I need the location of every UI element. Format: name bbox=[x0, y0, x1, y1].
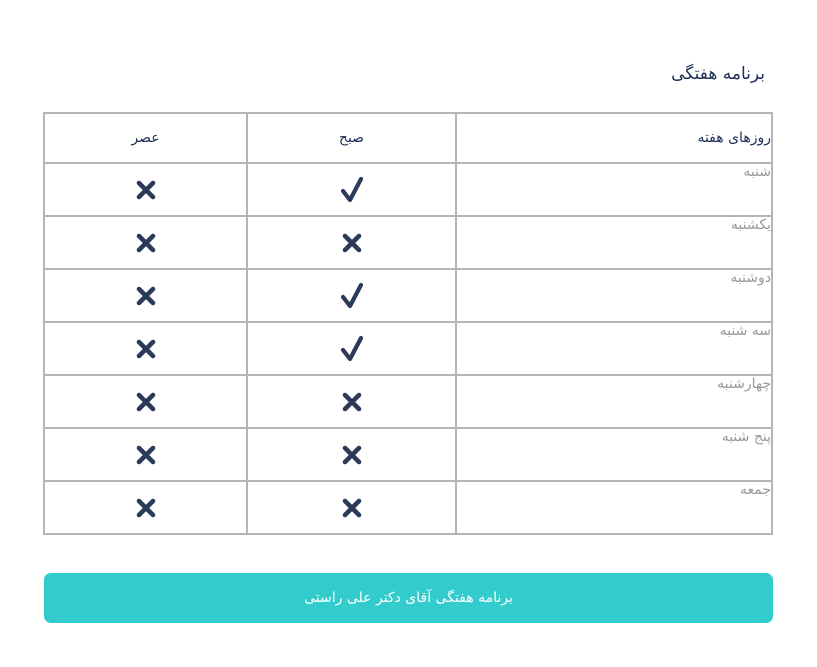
cross-icon bbox=[341, 497, 363, 516]
morning-cell bbox=[247, 269, 456, 322]
day-name: سه شنبه bbox=[456, 322, 772, 375]
page-title: برنامه هفتگی bbox=[671, 64, 765, 84]
table-row bbox=[44, 163, 772, 216]
day-name: یکشنبه bbox=[456, 216, 772, 269]
afternoon-cell bbox=[44, 163, 247, 216]
day-name: پنج شنبه bbox=[456, 428, 772, 481]
afternoon-cell bbox=[44, 375, 247, 428]
cross-icon bbox=[135, 232, 157, 251]
cross-icon bbox=[341, 232, 363, 251]
cross-icon bbox=[135, 338, 157, 357]
day-name: جمعه bbox=[456, 481, 772, 534]
doctor-schedule-button[interactable]: برنامه هفتگی آقای دکتر علی راستی bbox=[44, 573, 773, 623]
afternoon-cell bbox=[44, 269, 247, 322]
morning-cell bbox=[247, 322, 456, 375]
day-name: چهارشنبه bbox=[456, 375, 772, 428]
afternoon-cell bbox=[44, 322, 247, 375]
morning-cell bbox=[247, 375, 456, 428]
table-row bbox=[44, 269, 772, 322]
header-days: روزهای هفته bbox=[456, 113, 772, 163]
cross-icon bbox=[135, 444, 157, 463]
table-row bbox=[44, 216, 772, 269]
day-name: شنبه bbox=[456, 163, 772, 216]
cross-icon bbox=[135, 179, 157, 198]
table-header-row bbox=[44, 113, 772, 163]
cross-icon bbox=[135, 391, 157, 410]
morning-cell bbox=[247, 481, 456, 534]
cross-icon bbox=[135, 285, 157, 304]
afternoon-cell bbox=[44, 481, 247, 534]
header-morning: صبح bbox=[247, 113, 456, 163]
table-row bbox=[44, 428, 772, 481]
weekly-schedule-table bbox=[43, 112, 773, 535]
day-name: دوشنبه bbox=[456, 269, 772, 322]
morning-cell bbox=[247, 163, 456, 216]
morning-cell bbox=[247, 216, 456, 269]
cross-icon bbox=[341, 444, 363, 463]
afternoon-cell bbox=[44, 428, 247, 481]
cross-icon bbox=[135, 497, 157, 516]
table-row bbox=[44, 375, 772, 428]
check-icon bbox=[340, 285, 364, 304]
morning-cell bbox=[247, 428, 456, 481]
table-row bbox=[44, 322, 772, 375]
table-row bbox=[44, 481, 772, 534]
afternoon-cell bbox=[44, 216, 247, 269]
check-icon bbox=[340, 338, 364, 357]
cross-icon bbox=[341, 391, 363, 410]
header-afternoon: عصر bbox=[44, 113, 247, 163]
check-icon bbox=[340, 179, 364, 198]
